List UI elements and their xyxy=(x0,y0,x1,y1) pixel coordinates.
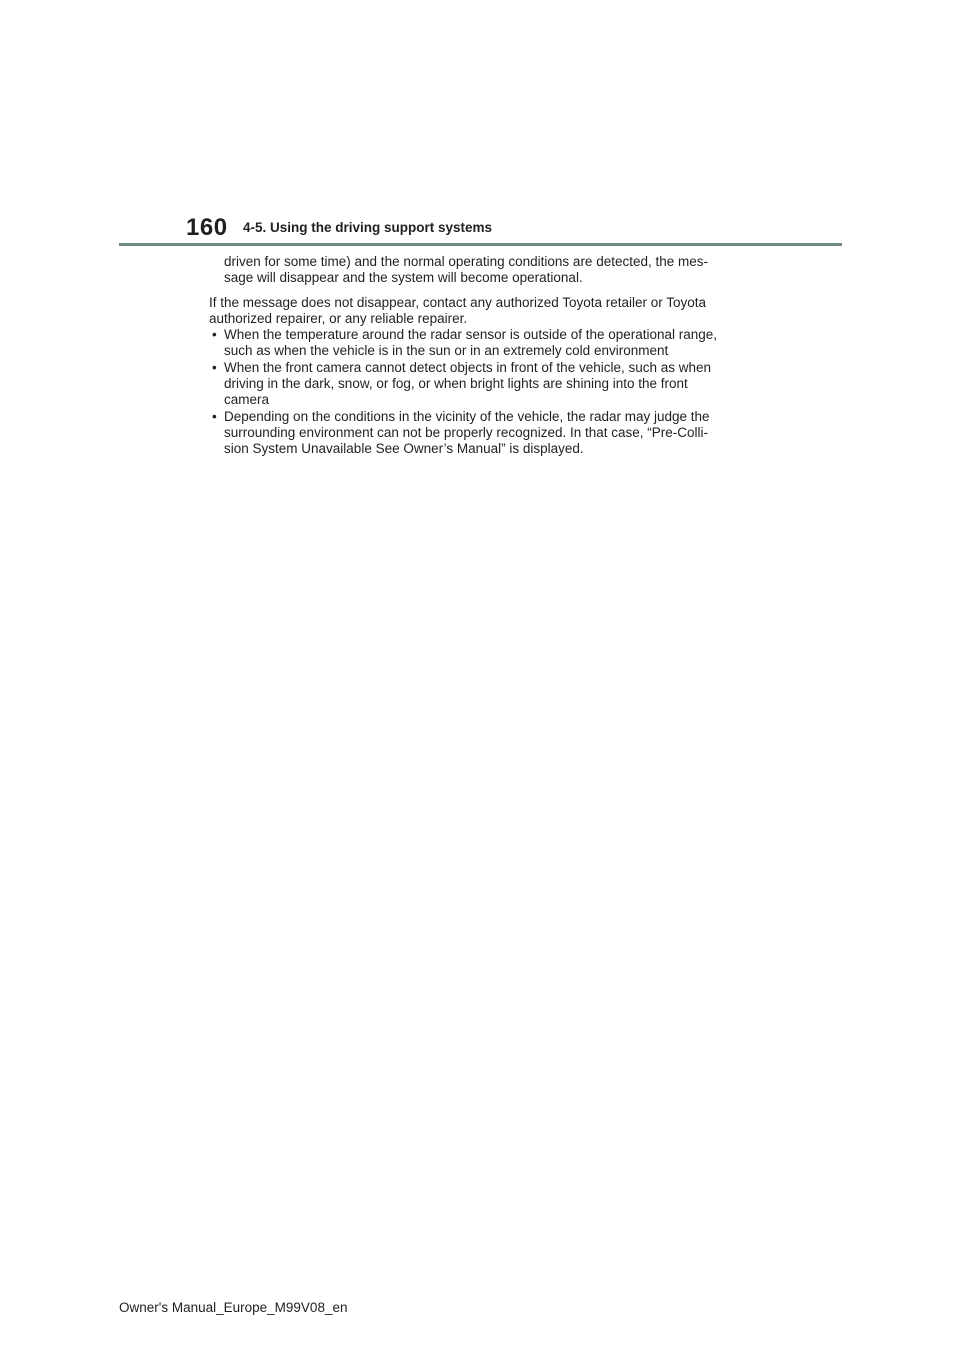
list-item-line: driving in the dark, snow, or fog, or when bright lights are shining into the front xyxy=(224,376,688,392)
list-item-line: such as when the vehicle is in the sun or in an extremely cold environment xyxy=(224,343,669,359)
bullet-icon: • xyxy=(212,408,217,424)
header-divider xyxy=(119,243,842,246)
continuation-line: sage will disappear and the system will become operational. xyxy=(224,270,583,286)
list-item-line: camera xyxy=(224,392,270,408)
condition-list xyxy=(209,327,769,457)
paragraph-line: authorized repairer, or any reliable repairer. xyxy=(209,310,468,326)
continuation-line: driven for some time) and the normal operating conditions are detected, the mes- xyxy=(224,254,709,269)
list-item xyxy=(209,360,769,409)
list-item-line: surrounding environment can not be properly recognized. In that case, “Pre-Colli- xyxy=(224,424,709,440)
page-body xyxy=(209,254,769,458)
list-item-line: When the temperature around the radar sensor is outside of the operational range, xyxy=(224,327,718,343)
list-item xyxy=(209,327,769,360)
list-item-line: sion System Unavailable See Owner’s Manual” is displayed. xyxy=(224,441,584,457)
list-item-line: Depending on the conditions in the vicinity of the vehicle, the radar may judge the xyxy=(224,408,710,424)
list-item xyxy=(209,409,769,458)
contact-paragraph xyxy=(209,295,769,328)
section-title: 4-5. Using the driving support systems xyxy=(243,220,493,235)
footer-manual-id: Owner's Manual_Europe_M99V08_en xyxy=(119,1300,348,1315)
list-item-line: When the front camera cannot detect objects in front of the vehicle, such as when xyxy=(224,359,712,375)
page-number: 160 xyxy=(186,214,228,241)
bullet-icon: • xyxy=(212,327,217,343)
paragraph-line: If the message does not disappear, contact any authorized Toyota retailer or Toyota xyxy=(209,294,707,310)
bullet-icon: • xyxy=(212,359,217,375)
continuation-paragraph xyxy=(224,254,769,287)
